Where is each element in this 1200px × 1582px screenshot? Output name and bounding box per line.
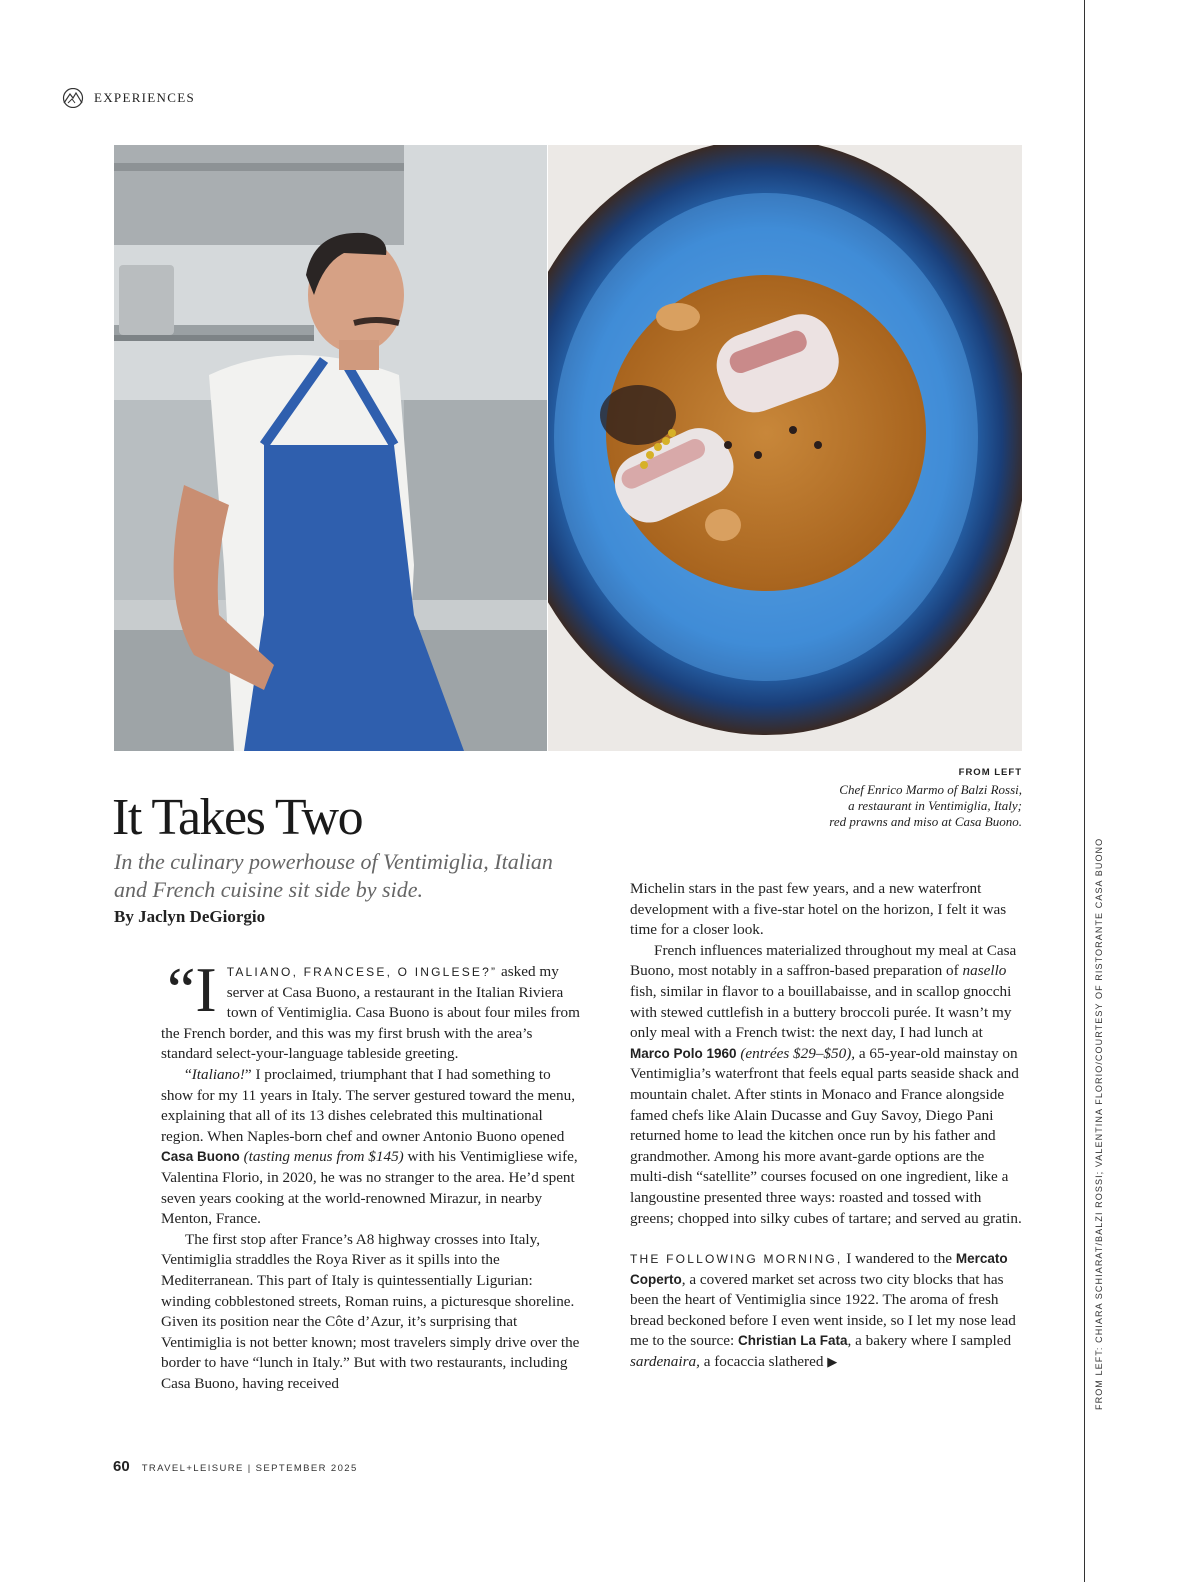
paragraph-text: a focaccia slathered <box>699 1353 828 1371</box>
paragraph-text: The first stop after France’s A8 highway crosses into Italy, Ventimiglia straddles the Roya River as it spills into the Mediterranean. This part of Italy is quintessentially Ligurian: winding cobblestoned streets, Roman ruins, a picturesque shoreline. Given its position near the Côte d’Azur, it’s surprising that Ventimiglia is not better known; most travelers simply drive over the border to have “lunch in Italy.” But with two restaurants, including Casa Buono, having received <box>161 1230 580 1392</box>
page-edge-rule <box>1084 0 1085 1582</box>
price-note: (entrées $29–$50), <box>736 1044 856 1062</box>
caption-line: Chef Enrico Marmo of Balzi Rossi, <box>839 782 1022 797</box>
photo-caption <box>762 767 1022 830</box>
mountain-icon <box>62 88 84 108</box>
body-column-left <box>161 954 581 1394</box>
continue-arrow-icon: ▶ <box>827 1354 838 1370</box>
paragraph <box>161 1065 581 1230</box>
paragraph-text: French influences materialized throughout my meal at Casa Buono, most notably in a saffron-based preparation of <box>630 941 1017 980</box>
paragraph <box>630 879 1025 941</box>
venue-name: Marco Polo 1960 <box>630 1045 737 1061</box>
lead-in: TALIANO, FRANCESE, O INGLESE?” <box>226 965 498 979</box>
article-deck: In the culinary powerhouse of Ventimiglia, Italian and French cuisine sit side by side. <box>114 849 553 902</box>
caption-line: a restaurant in Ventimiglia, Italy; <box>848 798 1022 813</box>
drop-cap: “I <box>167 954 217 1025</box>
paragraph-text: with his Ventimigliese wife, Valentina Florio, in 2020, he was no stranger to the area. He’d spent seven years cooking at the world-renowned Mirazur, in nearby Menton, France. <box>161 1148 578 1228</box>
paragraph-text: a 65-year-old mainstay on Ventimiglia’s waterfront that feels equal parts seaside shack and mountain chalet. After stints in Monaco and France alongside famed chefs like Alain Ducasse and Guy Savoy, Diego Pani returned home to lead the kitchen once run by his father and grandmother. Among his more avant-garde options are the multi-dish “satellite” courses focused on one ingredient, like a langoustine presented three ways: roasted and tossed with greens; chopped into silky cubes of tartare; and served au gratin. <box>630 1044 1022 1227</box>
lead-in: THE FOLLOWING MORNING, <box>630 1252 843 1267</box>
section-tag <box>62 88 195 108</box>
italic-text: sardenaira, <box>630 1353 700 1371</box>
paragraph-text: , a covered market set across two city blocks that has been the heart of Ventimiglia since 1922. The aroma of fresh bread beckoned before I even went inside, so I let my nose lead me to the source: <box>630 1270 1016 1350</box>
page-footer <box>113 1458 358 1475</box>
chef-portrait-photo <box>114 145 547 751</box>
caption-heading: FROM LEFT <box>958 767 1022 778</box>
paragraph-text: I wandered to the <box>842 1250 956 1268</box>
article-byline: By Jaclyn DeGiorgio <box>114 907 266 926</box>
paragraph-text: , a bakery where I sampled <box>847 1332 1012 1350</box>
venue-name: Casa Buono <box>161 1149 240 1165</box>
paragraph <box>630 941 1025 1229</box>
section-label: EXPERIENCES <box>94 90 195 105</box>
price-note: (tasting menus from $145) <box>239 1148 404 1166</box>
paragraph-text: asked my server at Casa Buono, a restaurant in the Italian Riviera town of Ventimiglia. Casa Buono is about four miles from the French border, and this was my first brush with the area’s standard select-your-language tableside greeting. <box>161 963 580 1063</box>
page-number: 60 <box>113 1458 130 1475</box>
paragraph <box>161 954 581 1065</box>
body-column-right <box>630 879 1025 1373</box>
paragraph-text: fish, similar in flavor to a bouillabaisse, and in scallop gnocchi with stewed cuttlefish in a buttery broccoli purée. It wasn’t my only meal with a French twist: the next day, I had lunch at <box>630 982 1012 1042</box>
paragraph <box>630 1249 1025 1373</box>
article-title: It Takes Two <box>112 789 363 846</box>
paragraph-text: “ <box>185 1065 192 1083</box>
photo-credit: FROM LEFT: CHIARA SCHIARAT/BALZI ROSSI; VALENTINA FLORIO/COURTESY OF RISTORANTE CASA BUONO <box>1094 837 1104 1410</box>
caption-line: red prawns and miso at Casa Buono. <box>829 814 1022 829</box>
paragraph-text: Michelin stars in the past few years, and a new waterfront development with a five-star hotel on the horizon, I felt it was time for a closer look. <box>630 880 1007 939</box>
plated-dish-photo <box>548 145 1022 751</box>
italic-text: nasello <box>962 962 1007 980</box>
publication-line: TRAVEL+LEISURE | SEPTEMBER 2025 <box>141 1463 358 1474</box>
paragraph <box>161 1230 581 1395</box>
paragraph-text: ” I proclaimed, triumphant that I had something to show for my 11 years in Italy. The server gestured toward the menu, explaining that all of its 13 dishes celebrated this multinational region. When Naples-born chef and owner Antonio Buono opened <box>161 1065 576 1145</box>
italic-text: Italiano! <box>191 1065 245 1083</box>
venue-name: Mercato Coperto <box>630 1251 1008 1287</box>
venue-name: Christian La Fata <box>737 1333 848 1349</box>
